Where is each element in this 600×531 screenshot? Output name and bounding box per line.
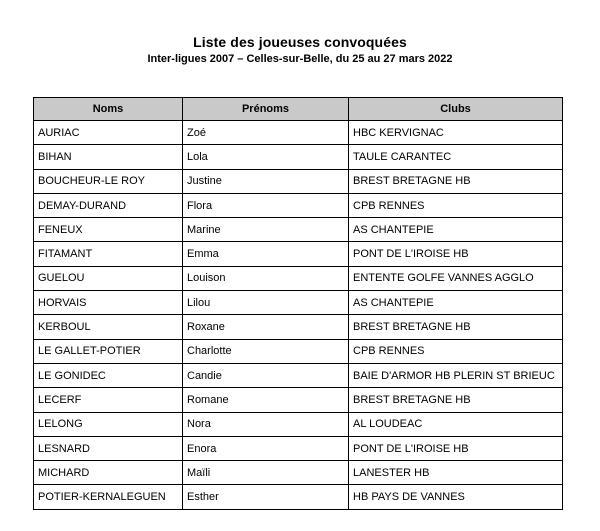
table-row: [34, 363, 563, 387]
players-table: [33, 97, 563, 510]
cell-prenom: Marine: [183, 218, 349, 242]
table-row: [34, 485, 563, 509]
table-row: [34, 242, 563, 266]
cell-club: TAULE CARANTEC: [349, 145, 563, 169]
cell-club: CPB RENNES: [349, 193, 563, 217]
cell-prenom: Enora: [183, 436, 349, 460]
cell-club: PONT DE L'IROISE HB: [349, 242, 563, 266]
cell-club: CPB RENNES: [349, 339, 563, 363]
table-header-row: [34, 98, 563, 121]
cell-nom: HORVAIS: [34, 291, 183, 315]
document-subtitle: Inter-ligues 2007 – Celles-sur-Belle, du 25 au 27 mars 2022: [147, 53, 453, 65]
cell-nom: BIHAN: [34, 145, 183, 169]
cell-nom: GUELOU: [34, 266, 183, 290]
cell-prenom: Nora: [183, 412, 349, 436]
cell-club: HB PAYS DE VANNES: [349, 485, 563, 509]
cell-nom: POTIER-KERNALEGUEN: [34, 485, 183, 509]
cell-prenom: Zoé: [183, 121, 349, 145]
cell-club: HBC KERVIGNAC: [349, 121, 563, 145]
cell-club: BREST BRETAGNE HB: [349, 388, 563, 412]
cell-nom: LE GALLET-POTIER: [34, 339, 183, 363]
cell-nom: KERBOUL: [34, 315, 183, 339]
header-prenoms: Prénoms: [183, 98, 349, 121]
cell-club: AL LOUDEAC: [349, 412, 563, 436]
document-title: Liste des joueuses convoquées: [193, 34, 407, 50]
cell-nom: MICHARD: [34, 461, 183, 485]
header-clubs: Clubs: [349, 98, 563, 121]
header-noms: Noms: [34, 98, 183, 121]
table-row: [34, 291, 563, 315]
table-row: [34, 218, 563, 242]
cell-nom: FITAMANT: [34, 242, 183, 266]
cell-nom: LE GONIDEC: [34, 363, 183, 387]
table-row: [34, 169, 563, 193]
cell-club: LANESTER HB: [349, 461, 563, 485]
cell-prenom: Justine: [183, 169, 349, 193]
cell-club: PONT DE L'IROISE HB: [349, 436, 563, 460]
table-row: [34, 388, 563, 412]
cell-club: AS CHANTEPIE: [349, 291, 563, 315]
cell-nom: LELONG: [34, 412, 183, 436]
cell-club: AS CHANTEPIE: [349, 218, 563, 242]
cell-prenom: Flora: [183, 193, 349, 217]
table-row: [34, 121, 563, 145]
cell-nom: LECERF: [34, 388, 183, 412]
table-row: [34, 266, 563, 290]
cell-nom: LESNARD: [34, 436, 183, 460]
table-row: [34, 145, 563, 169]
cell-nom: BOUCHEUR-LE ROY: [34, 169, 183, 193]
cell-prenom: Esther: [183, 485, 349, 509]
cell-prenom: Emma: [183, 242, 349, 266]
table-row: [34, 461, 563, 485]
cell-prenom: Lilou: [183, 291, 349, 315]
table-row: [34, 412, 563, 436]
cell-club: BAIE D'ARMOR HB PLERIN ST BRIEUC: [349, 363, 563, 387]
cell-club: ENTENTE GOLFE VANNES AGGLO: [349, 266, 563, 290]
table-row: [34, 436, 563, 460]
cell-club: BREST BRETAGNE HB: [349, 315, 563, 339]
cell-prenom: Charlotte: [183, 339, 349, 363]
cell-prenom: Maïli: [183, 461, 349, 485]
cell-prenom: Lola: [183, 145, 349, 169]
cell-nom: AURIAC: [34, 121, 183, 145]
table-row: [34, 315, 563, 339]
table-row: [34, 193, 563, 217]
cell-nom: DEMAY-DURAND: [34, 193, 183, 217]
cell-club: BREST BRETAGNE HB: [349, 169, 563, 193]
cell-nom: FENEUX: [34, 218, 183, 242]
cell-prenom: Romane: [183, 388, 349, 412]
cell-prenom: Candie: [183, 363, 349, 387]
table-row: [34, 339, 563, 363]
cell-prenom: Roxane: [183, 315, 349, 339]
cell-prenom: Louison: [183, 266, 349, 290]
